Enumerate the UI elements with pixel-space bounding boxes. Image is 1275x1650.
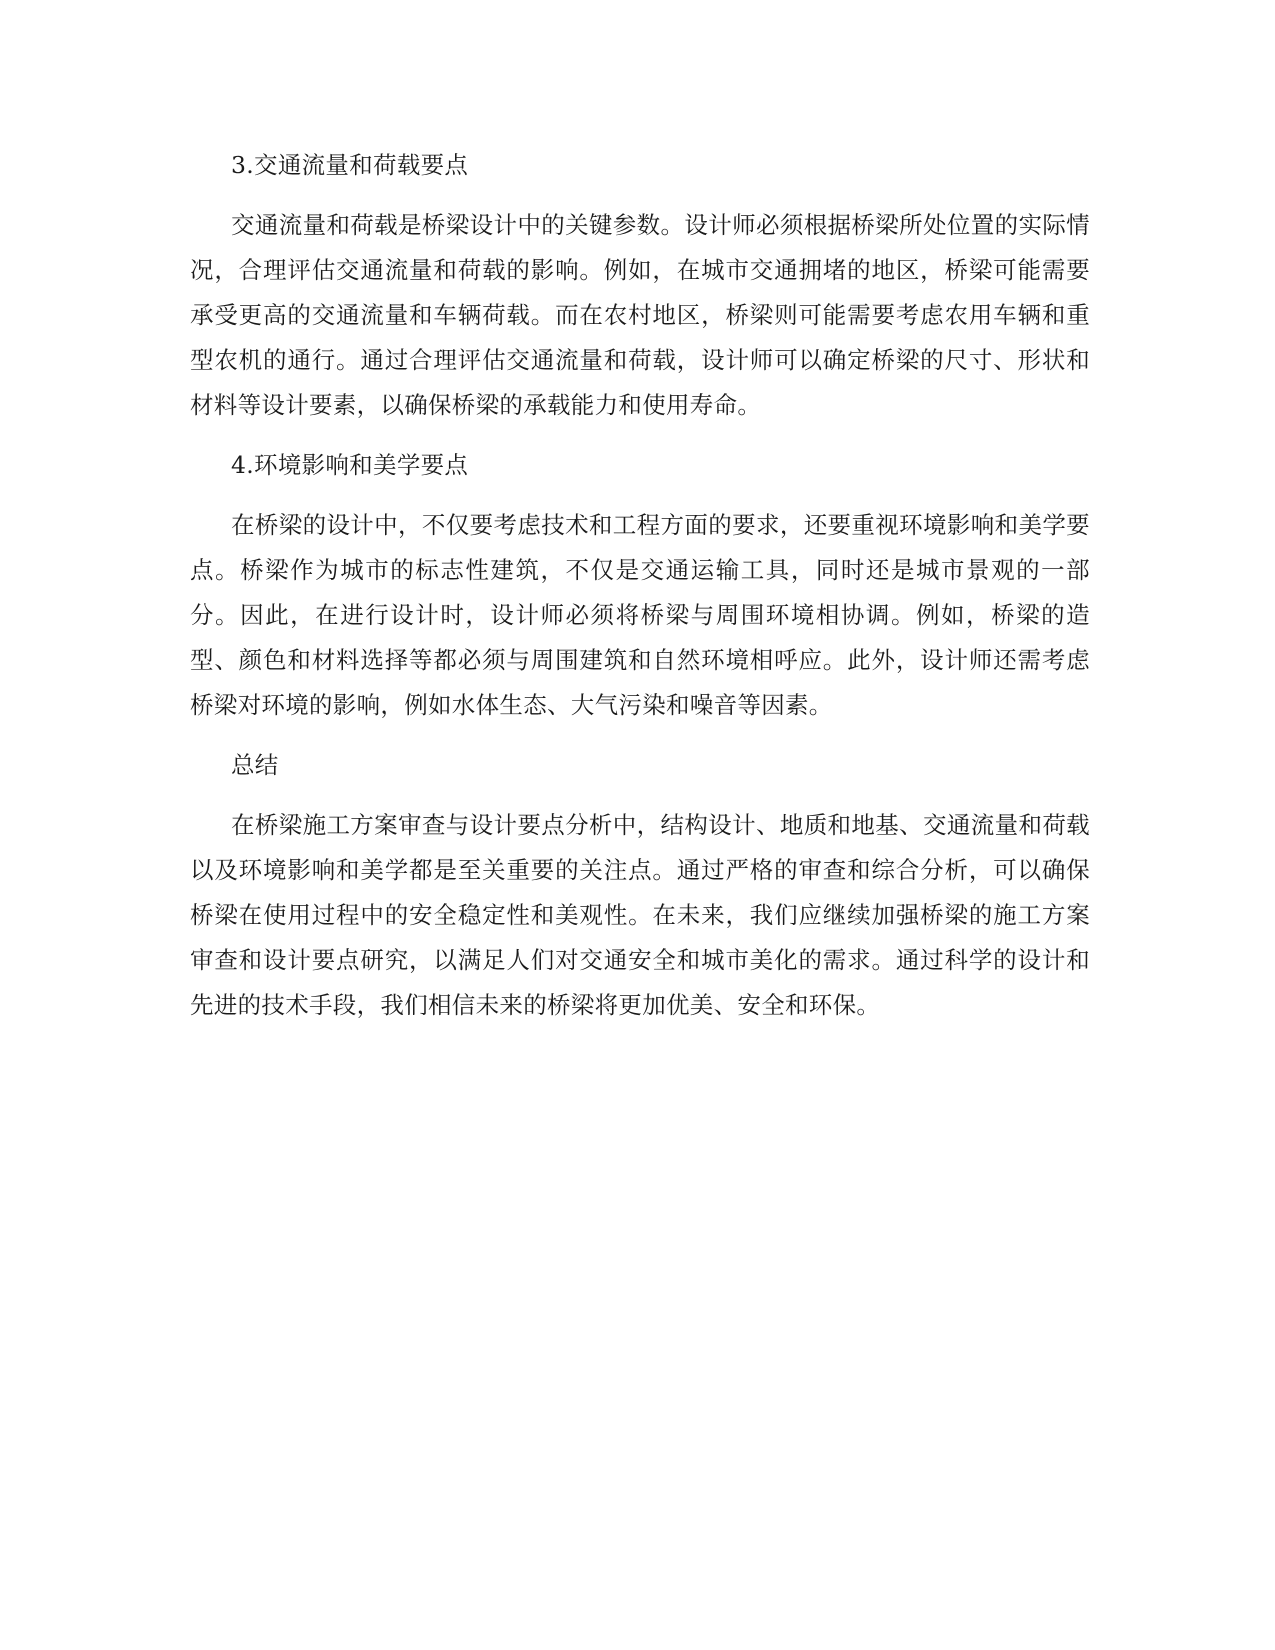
- document-body: [190, 143, 1090, 1028]
- spacer: [190, 788, 1090, 803]
- section-paragraph-environment-aesthetics: 在桥梁的设计中，不仅要考虑技术和工程方面的要求，还要重视环境影响和美学要点。桥梁作为城市的标志性建筑，不仅是交通运输工具，同时还是城市景观的一部分。因此，在进行设计时，设计师必须将桥梁与周围环境相协调。例如，桥梁的造型、颜色和材料选择等都必须与周围建筑和自然环境相呼应。此外，设计师还需考虑桥梁对环境的影响，例如水体生态、大气污染和噪音等因素。: [190, 511, 1090, 719]
- spacer: [190, 188, 1090, 203]
- spacer: [190, 488, 1090, 503]
- spacer: [190, 728, 1090, 743]
- section-heading-traffic-load: 3.交通流量和荷载要点: [231, 151, 469, 179]
- section-paragraph-summary: 在桥梁施工方案审查与设计要点分析中，结构设计、地质和地基、交通流量和荷载以及环境影响和美学都是至关重要的关注点。通过严格的审查和综合分析，可以确保桥梁在使用过程中的安全稳定性和美观性。在未来，我们应继续加强桥梁的施工方案审查和设计要点研究，以满足人们对交通安全和城市美化的需求。通过科学的设计和先进的技术手段，我们相信未来的桥梁将更加优美、安全和环保。: [190, 811, 1090, 1019]
- section-heading-environment-aesthetics: 4.环境影响和美学要点: [231, 451, 469, 479]
- section-heading-summary: 总结: [231, 751, 279, 779]
- section-paragraph-traffic-load: 交通流量和荷载是桥梁设计中的关键参数。设计师必须根据桥梁所处位置的实际情况，合理评估交通流量和荷载的影响。例如，在城市交通拥堵的地区，桥梁可能需要承受更高的交通流量和车辆荷载。而在农村地区，桥梁则可能需要考虑农用车辆和重型农机的通行。通过合理评估交通流量和荷载，设计师可以确定桥梁的尺寸、形状和材料等设计要素，以确保桥梁的承载能力和使用寿命。: [190, 211, 1090, 419]
- spacer: [190, 428, 1090, 443]
